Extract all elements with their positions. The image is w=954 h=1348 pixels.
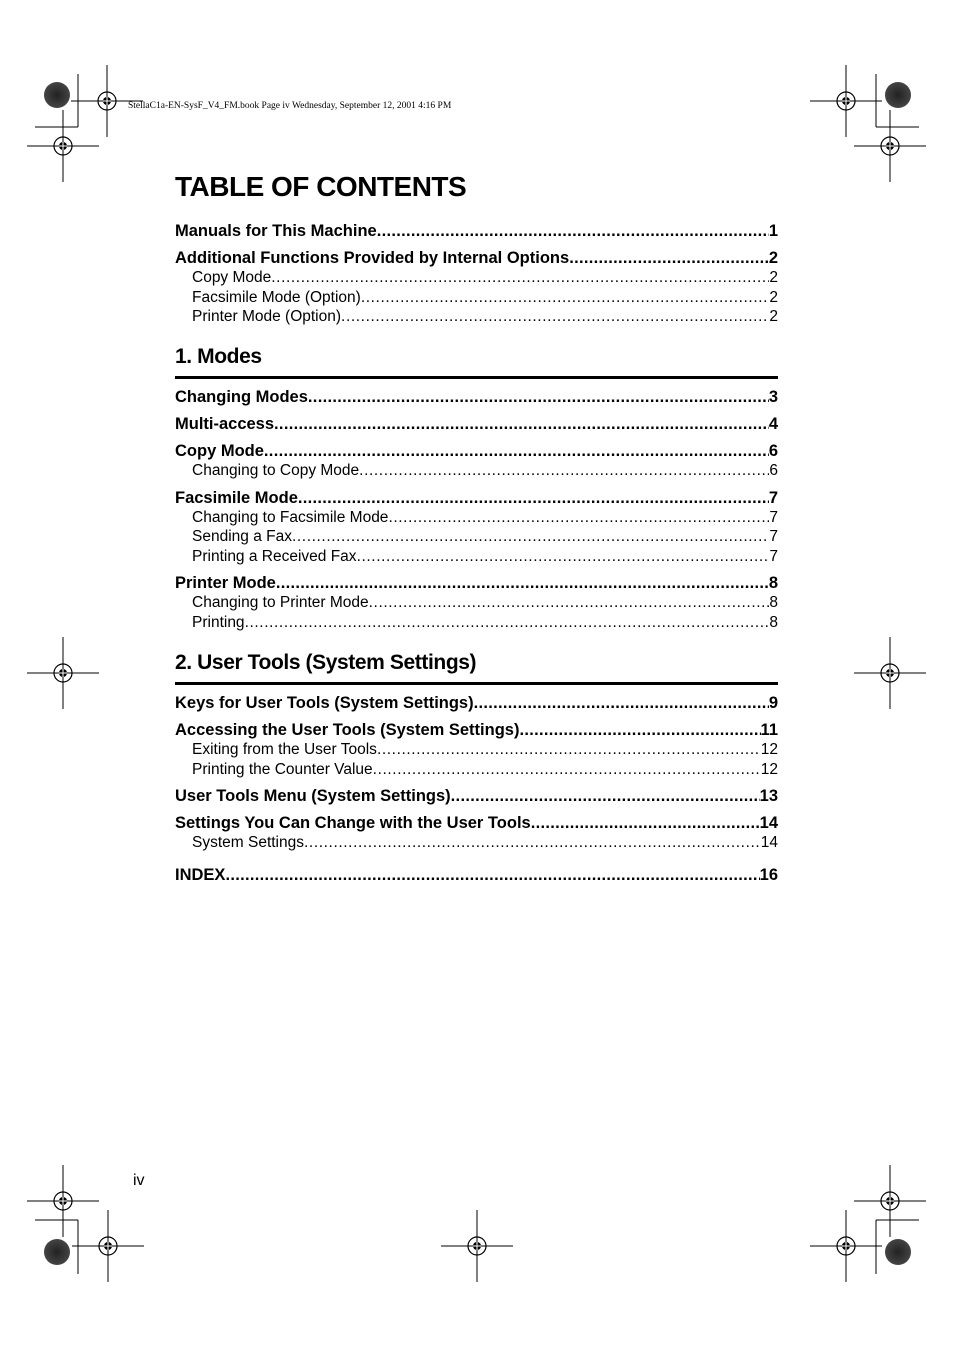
- toc-subentry[interactable]: Changing to Facsimile Mode ..... 7: [175, 508, 778, 528]
- toc-chapter-2-section: [175, 693, 778, 853]
- toc-index-section: [175, 865, 778, 885]
- print-header-info: StellaC1a-EN-SysF_V4_FM.book Page iv Wednesday, September 12, 2001 4:16 PM: [128, 101, 452, 111]
- toc-subentry[interactable]: System Settings ..... 14: [175, 833, 778, 853]
- toc-subentry[interactable]: Printing ..... 8: [175, 613, 778, 633]
- toc-subentry[interactable]: Changing to Printer Mode ..... 8: [175, 593, 778, 613]
- corner-dial-icon: [885, 82, 911, 108]
- toc-subentry[interactable]: Printing the Counter Value ..... 12: [175, 760, 778, 780]
- toc-entry[interactable]: User Tools Menu (System Settings) ..... 13: [175, 786, 778, 806]
- toc-subentry[interactable]: Sending a Fax ..... 7: [175, 527, 778, 547]
- page-title: TABLE OF CONTENTS: [175, 171, 467, 202]
- toc-subentry[interactable]: Changing to Copy Mode ..... 6: [175, 461, 778, 481]
- page-number: iv: [133, 1172, 145, 1189]
- toc-subentry[interactable]: Copy Mode ..... 2: [175, 268, 778, 288]
- toc-intro-section: [175, 221, 778, 327]
- toc-entry[interactable]: Changing Modes ..... 3: [175, 387, 778, 407]
- corner-dial-icon: [44, 1239, 70, 1265]
- toc-subentry[interactable]: Printer Mode (Option) ..... 2: [175, 307, 778, 327]
- chapter-heading: 1. Modes: [175, 344, 778, 379]
- toc-entry[interactable]: Manuals for This Machine ..... 1: [175, 221, 778, 241]
- chapter-heading: 2. User Tools (System Settings): [175, 650, 778, 685]
- toc-entry[interactable]: Multi-access ..... 4: [175, 414, 778, 434]
- toc-chapter-1-section: [175, 387, 778, 633]
- toc-entry[interactable]: Printer Mode ..... 8: [175, 573, 778, 593]
- toc-entry[interactable]: Settings You Can Change with the User Tools ..... 14: [175, 813, 778, 833]
- toc-entry[interactable]: Additional Functions Provided by Internal Options ..... 2: [175, 248, 778, 268]
- toc-subentry[interactable]: Facsimile Mode (Option) ..... 2: [175, 288, 778, 308]
- toc-subentry[interactable]: Printing a Received Fax ..... 7: [175, 547, 778, 567]
- toc-subentry[interactable]: Exiting from the User Tools ..... 12: [175, 740, 778, 760]
- corner-dial-icon: [44, 82, 70, 108]
- toc-entry[interactable]: INDEX ..... 16: [175, 865, 778, 885]
- toc-entry[interactable]: Keys for User Tools (System Settings) ..... 9: [175, 693, 778, 713]
- corner-dial-icon: [885, 1239, 911, 1265]
- toc-entry[interactable]: Facsimile Mode ..... 7: [175, 488, 778, 508]
- toc-entry[interactable]: Accessing the User Tools (System Settings) ..... 11: [175, 720, 778, 740]
- toc-entry[interactable]: Copy Mode ..... 6: [175, 441, 778, 461]
